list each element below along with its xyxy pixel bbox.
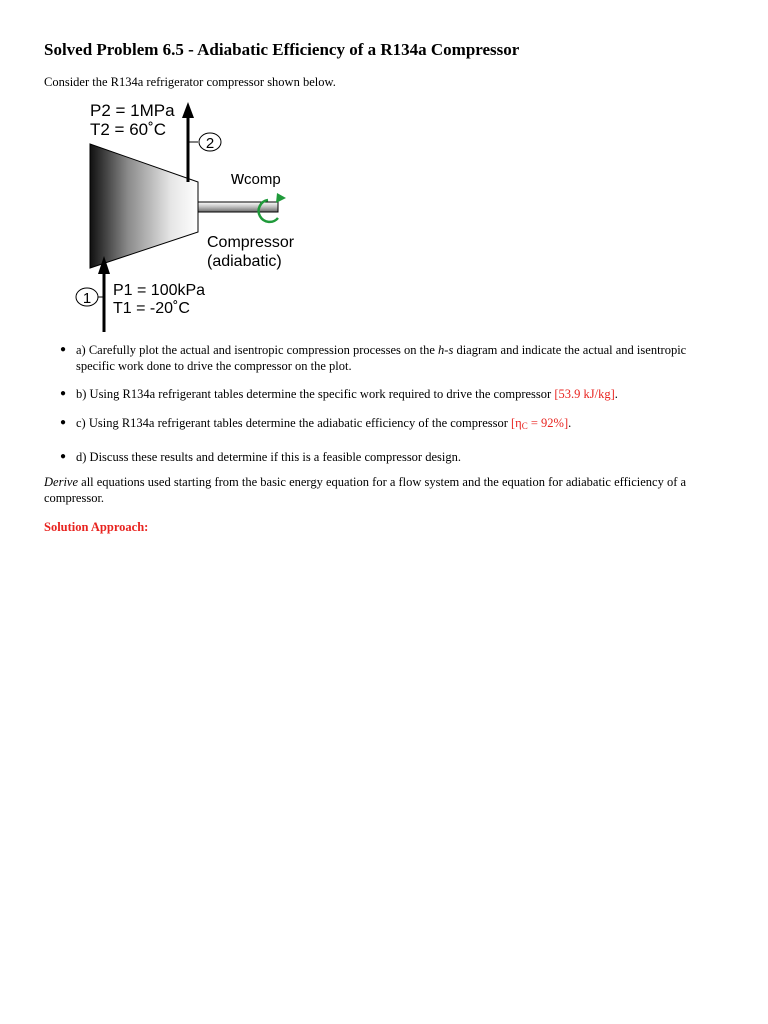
question-list bbox=[44, 342, 724, 465]
question-c-answer-close: = 92%] bbox=[527, 416, 569, 430]
question-item-c bbox=[44, 415, 724, 434]
inlet-arrow-icon bbox=[98, 256, 110, 332]
page-title: Solved Problem 6.5 - Adiabatic Efficiency of a R134a Compressor bbox=[44, 40, 520, 59]
derive-italic: Derive bbox=[44, 475, 79, 489]
question-c-end: . bbox=[568, 416, 572, 430]
question-d-text: d) Discuss these results and determine if this is a feasible compressor design. bbox=[76, 450, 461, 464]
work-label bbox=[230, 168, 281, 188]
compressor-label: Compressor bbox=[207, 234, 295, 251]
work-label-w: w bbox=[231, 168, 244, 188]
bullet-icon: ● bbox=[60, 451, 67, 462]
question-c-answer-sub: C bbox=[521, 421, 528, 431]
derive-paragraph bbox=[44, 474, 724, 506]
state1-pressure-label: P1 = 100kPa bbox=[113, 282, 206, 299]
compressor-diagram bbox=[68, 96, 318, 336]
bullet-icon: ● bbox=[60, 388, 67, 399]
question-b-answer: [53.9 kJ/kg] bbox=[554, 387, 615, 401]
compressor-diagram-svg bbox=[68, 96, 318, 336]
question-c-text: c) Using R134a refrigerant tables determine the adiabatic efficiency of the compressor bbox=[76, 416, 512, 430]
question-b-end: . bbox=[614, 387, 618, 401]
intro-text: Consider the R134a refrigerator compressor shown below. bbox=[44, 75, 336, 89]
work-label-sub: comp bbox=[244, 171, 281, 188]
question-item-b bbox=[44, 386, 724, 402]
question-item-d bbox=[44, 449, 724, 465]
bullet-icon: ● bbox=[60, 344, 67, 355]
compressor-shaft bbox=[198, 202, 278, 212]
state1-marker-number: 1 bbox=[82, 290, 92, 307]
state2-marker-number: 2 bbox=[205, 135, 215, 152]
solution-heading: Solution Approach: bbox=[44, 520, 149, 534]
question-c-answer-open: [η bbox=[511, 416, 522, 430]
state2-pressure-label: P2 = 1MPa bbox=[90, 101, 175, 120]
question-a-italic: h-s bbox=[438, 343, 454, 357]
question-item-a bbox=[44, 342, 724, 374]
adiabatic-label: (adiabatic) bbox=[207, 253, 282, 270]
question-a-text-rest: diagram and indicate the actual and isentropic specific work done to drive the compressor on the plot. bbox=[76, 343, 687, 373]
state1-temperature-label: T1 = -20˚C bbox=[113, 300, 190, 317]
compressor-body bbox=[90, 144, 198, 268]
state2-temperature-label: T2 = 60˚C bbox=[90, 120, 167, 139]
question-b-text: b) Using R134a refrigerant tables determine the specific work required to drive the compressor bbox=[76, 387, 555, 401]
derive-text: all equations used starting from the basic energy equation for a flow system and the equation for adiabatic efficiency of a compressor. bbox=[44, 475, 687, 505]
question-a-text: a) Carefully plot the actual and isentropic compression processes on the bbox=[76, 343, 439, 357]
question-c-answer bbox=[511, 416, 568, 430]
bullet-icon: ● bbox=[60, 417, 67, 428]
